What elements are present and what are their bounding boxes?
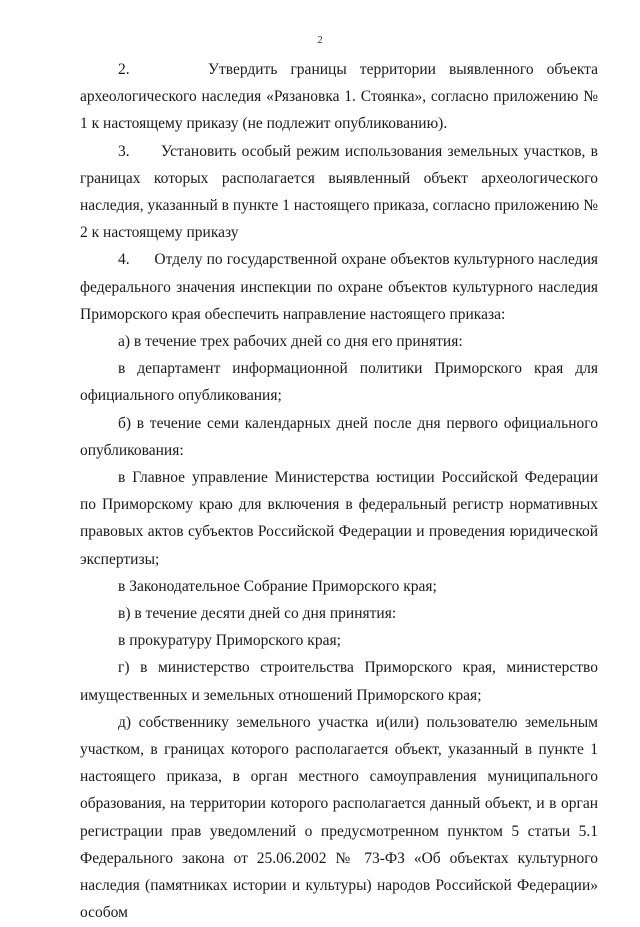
subparagraph-v: в) в течение десяти дней со дня принятия: xyxy=(118,605,397,623)
subparagraph-d: д) собственнику земельного участка и(или) пользователю земельным участком, в границах которого располагается объект, указанный в пункте 1 настоящего приказа, в орган местного самоуправления муниципального образования, на территории которого располагается данный объект, и в орган регистрации прав уведомлений о предусмотренном пунктом 5 статьи 5.1 Федерального закона от 25.06.2002 № 73-ФЗ «Об объектах культурного наследия (памятниках истории и культуры) народов Российской Федерации» особом xyxy=(80,713,598,922)
subparagraph-g: г) в министерство строительства Приморского края, министерство имущественных и земельных отношений Приморского края; xyxy=(80,659,598,704)
paragraph-item-2: 2. Утвердить границы территории выявленного объекта археологического наследия «Рязановка 1. Стоянка», согласно приложению № 1 к настоящему приказу (не подлежит опубликованию). xyxy=(80,61,598,133)
subparagraph-a-recipient: в департамент информационной политики Приморского края для официального опубликования; xyxy=(80,360,598,405)
subparagraph-v-recipient: в прокуратуру Приморского края; xyxy=(118,632,341,650)
subparagraph-a: а) в течение трех рабочих дней со дня его принятия: xyxy=(118,333,463,351)
document-body xyxy=(80,56,598,927)
paragraph-item-3: 3. Установить особый режим использования земельных участков, в границах которых располагается выявленный объект археологического наследия, указанный в пункте 1 настоящего приказа, согласно приложению № 2 к настоящему приказу xyxy=(80,142,598,242)
subparagraph-b: б) в течение семи календарных дней после дня первого официального опубликования: xyxy=(80,414,598,459)
page-number: 2 xyxy=(317,34,323,46)
paragraph-item-4: 4. Отделу по государственной охране объектов культурного наследия федерального значения инспекции по охране объектов культурного наследия Приморского края обеспечить направление настоящего приказа: xyxy=(80,251,598,323)
subparagraph-b-recipient-ministry: в Главное управление Министерства юстиции Российской Федерации по Приморскому краю для включения в федеральный регистр нормативных правовых актов субъектов Российской Федерации и проведения юридической экспертизы; xyxy=(80,469,598,568)
subparagraph-b-recipient-assembly: в Законодательное Собрание Приморского края; xyxy=(118,577,437,595)
